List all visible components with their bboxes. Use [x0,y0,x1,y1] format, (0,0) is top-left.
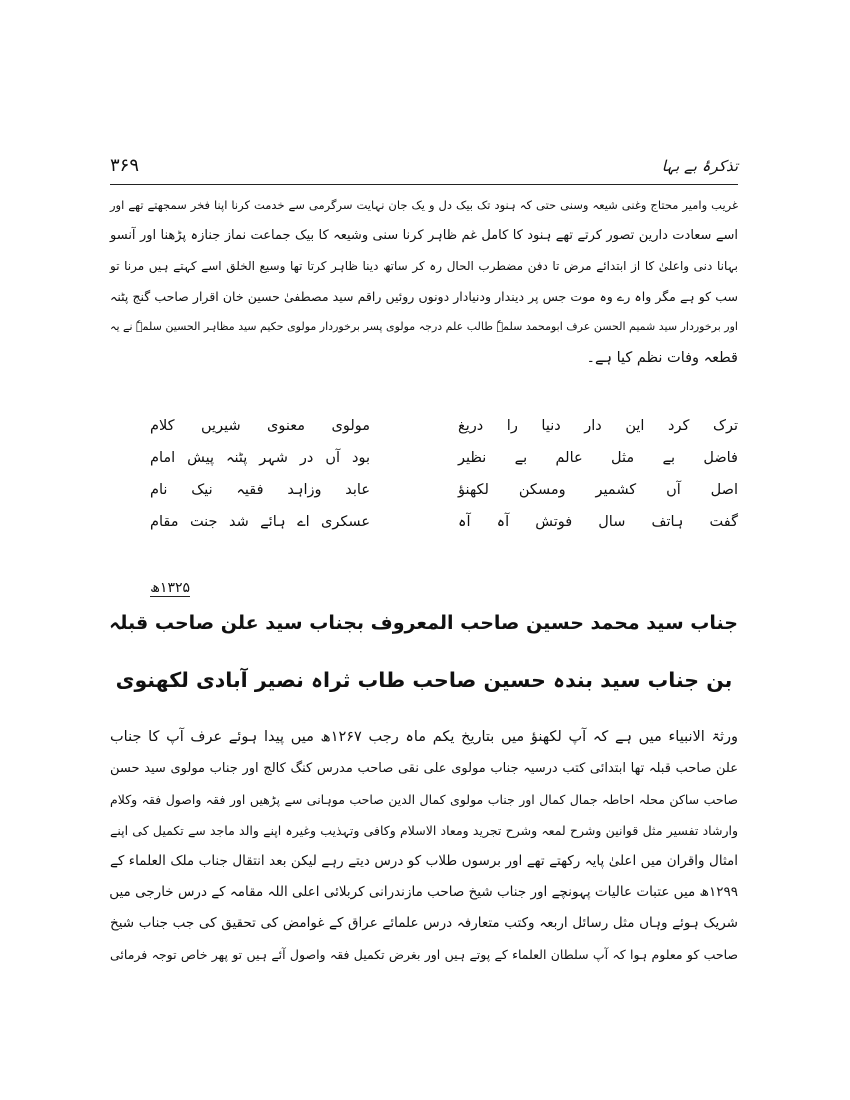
page-number: ۳۶۹ [110,155,140,176]
page-header [110,157,738,183]
text-line: ۱۲۹۹ھ میں عتبات عالیات پہونچے اور جناب شیخ صاحب مازندرانی کربلائی اعلی اللہ مقامہ کے درس خارجی میں [109,884,738,900]
text-line: اسے سعادت دارین تصور کرتے تھے ہنود کا کامل غم ظاہر کرنا سنی وشیعہ کا بیک جماعت نماز جنازہ پڑھنا اور آنسو [110,227,738,243]
paragraph-biography [110,722,738,970]
hemistich-second: عسکری اے ہائے شد جنت مقام [150,514,370,530]
couplet [150,450,738,482]
text-line: بہانا دنی واعلیٰ کا از ابتدائے مرض تا دفن مضطرب الحال رہ کر ساتھ دینا ظاہر کرتا تھا وسیع الخلق اسے کہتے ہیں مرنا تو [110,259,738,273]
text-line: قطعہ وفات نظم کیا ہے۔ [586,349,738,366]
hemistich-first: ترک کرد این دار دنیا را دریغ [458,418,738,434]
header-rule [110,184,738,185]
paragraph-intro [110,190,738,373]
couplet [150,418,738,450]
hemistich-second: مولوی معنوی شیریں کلام [150,418,370,434]
text-line: اور برخوردار سید شمیم الحسن عرف ابومحمد سلمہٗ طالب علم درجہ مولوی پسر برخوردار مولوی حکیم سید مظاہر الحسین سلمہٗ نے یہ [110,320,738,333]
poem-verses [150,418,738,546]
text-line: غریب وامیر محتاج وغنی شیعہ وسنی حتی کہ ہنود تک بیک دل و یک جان نہایت سرگرمی سے خدمت کرنا اپنا فخر سمجھتے تھے اور [110,198,738,212]
text-line: سب کو ہے مگر واہ رے وہ موت جس پر دیندار ودنیادار دونوں روئیں راقم سید مصطفیٰ حسین خان اقرار صاحب گنج پٹنہ [110,288,738,304]
hemistich-first: گفت ہاتف سال فوتش آہ آہ [458,514,738,530]
couplet [150,482,738,514]
running-title: تذکرۂ بے بہا [661,157,738,175]
text-line: وارشاد تفسیر مثل قوانین وشرح لمعہ وشرح تجرید ومعاد الاسلام وکافی وتہذیب وغیرہ اپنے والد ماجد سے تکمیل کی اپنے [110,823,738,838]
text-line: صاحب کو معلوم ہوا کہ آپ سلطان العلماء کے پوتے ہیں اور بغرض تکمیل فقہ واصول آئے ہیں تو پھر خاص توجہ فرمائی [110,947,738,962]
text-line: امثال واقران میں اعلیٰ پایہ رکھتے تھے اور برسوں طلاب کو درس دیتے رہے لیکن بعد انتقال جناب ملک العلماء کے [110,853,738,869]
text-line: علن صاحب قبلہ تھا ابتدائی کتب درسیہ جناب مولوی علی نقی صاحب مدرس کنگ کالج اور جناب مولوی سید حسن [110,761,738,776]
section-heading: جناب سید محمد حسین صاحب المعروف بجناب سید علن صاحب قبلہ [109,612,738,634]
couplet [150,514,738,546]
hemistich-second: عابد وزاہد فقیہ نیک نام [150,482,370,498]
section-subheading: بن جناب سید بندہ حسین صاحب طاب ثراہ نصیر آبادی لکھنوی [115,668,733,692]
text-line: صاحب ساکن محلہ احاطہ جمال کمال اور جناب مولوی کمال الدین صاحب موہانی سے پڑھیں اور فقہ واصول فقہ وکلام [110,792,738,807]
text-line: شریک ہوئے وہاں مثل رسائل اربعہ وکتب متعارفہ درس علمائے عراق کے غوامض کی تحقیق کی جب جناب شیخ [110,915,738,931]
hemistich-first: فاضل بے مثل عالم بے نظیر [458,450,738,466]
hemistich-second: بود آں در شہر پٹنہ پیش امام [150,450,370,466]
text-line: ورثۃ الانبیاء میں ہے کہ آپ لکھنؤ میں بتاریخ یکم ماہ رجب ۱۲۶۷ھ میں پیدا ہوئے عرف آپ کا جناب [110,729,738,745]
hemistich-first: اصل آں کشمیر ومسکن لکھنؤ [458,482,738,498]
poem-year: ۱۳۲۵ھ [150,580,190,596]
